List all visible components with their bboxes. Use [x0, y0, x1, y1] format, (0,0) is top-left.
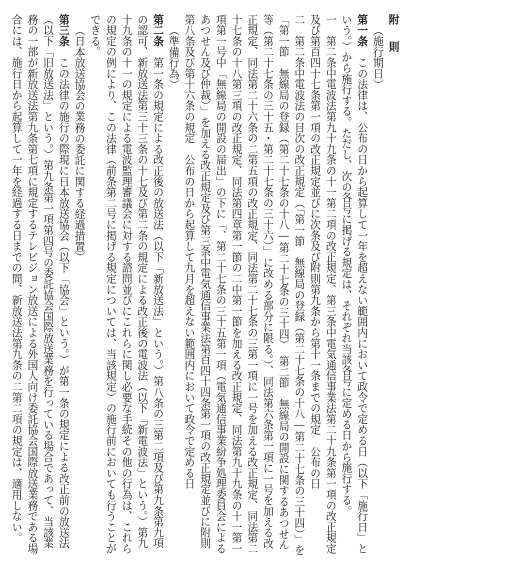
article-body: この法律の施行の際現に日本放送協会（以下「協会」という。）が第一条の規定による改正前の放送法（以下「旧放送法」という。）第九条第一項第四号の委託協会国際放送業務を行っている場合であって、当該業務の一部が新放送法第九条第七項に規定するテレビジョン放送による外国人向け委託協会国際放送業務である場合には、施行日から起算して一年を経過する日までの間、新放送法第九条の二第二項の規定は、適用しない。 [10, 14, 70, 554]
article-1 [338, 14, 369, 556]
supplementary-provisions [8, 14, 401, 556]
article-3 [8, 14, 71, 556]
article-label: 第一条 [356, 14, 369, 47]
article-body: この法律は、公布の日から起算して一年を超えない範囲内において政令で定める日（以下「施行日」という。）から施行する。ただし、次の各号に掲げる規定は、それぞれ当該各号に定める日から施行する。 [340, 14, 369, 555]
caption-effective-date: （施行期日） [371, 24, 384, 90]
heading: 附 則 [387, 14, 400, 55]
caption-preparatory-acts: （準備行為） [167, 24, 180, 90]
item-1: 一 第二条中電波法第九十九条の十一第二項の改正規定、第三条中電気通信事業法第二十九条第一項の改正規定及び第百四十七条第一項の改正規定並びに次条及び附則第九条から第十一条までの規定 公布の日 [309, 14, 337, 554]
item-2: 二 第二条中電波法の目次の改正規定（「第一節 無線局の登録（第二十七条の十八―第二十七条の三十四）」を「第一節 無線局の登録（第二十七条の十八―第二十七条の三十四） 第二節 無線局の開設に関するあつせん等（第二十七条の三十五・第二十七条の三十六）」に改める部分に限る。）、同法第六条第一項に一号を加える改正規定、同法第二十六条の二第五項の改正規定、同法第二十七条の三第一項に一号を加える改正規定、同法第二十七条の十八第三項の改正規定、同法第四章第一節の二中第一節を加える改正規定、同法第九十九条の十一第一項第一号中「無線局の開設の届出」の下に「、第二十七条の三十五第一項（電気通信事業紛争処理委員会によるあつせん及び仲裁）」を加える改正規定及び第三条中電気通信事業法第百四十四条第一項の改正規定並びに附則第八条及び第十六条の規定 公布の日から起算して九月を超えない範囲内において政令で定める日 [183, 14, 306, 556]
article-label: 第二条 [152, 14, 165, 47]
article-2 [87, 14, 166, 556]
article-body: 第一条の規定による改正後の放送法（以下「新放送法」という。）第八条の三第二項及び第九条第九項の認可、新放送法第三十三条の十七及び第二条の規定による改正後の電波法（以下「新電波法」という。）第九十九条の十一の規定による電波監理審議会に対する諮問並びにこれらに関し必要な手続その他の行為は、これらの規定の例により、この法律（前条第二号に掲げる規定については、当該規定）の施行前においても行うことができる。 [89, 14, 165, 554]
article-label: 第三条 [57, 14, 70, 47]
caption-transitional-measure: （日本放送協会の業務の委託に関する経過措置） [73, 24, 86, 263]
